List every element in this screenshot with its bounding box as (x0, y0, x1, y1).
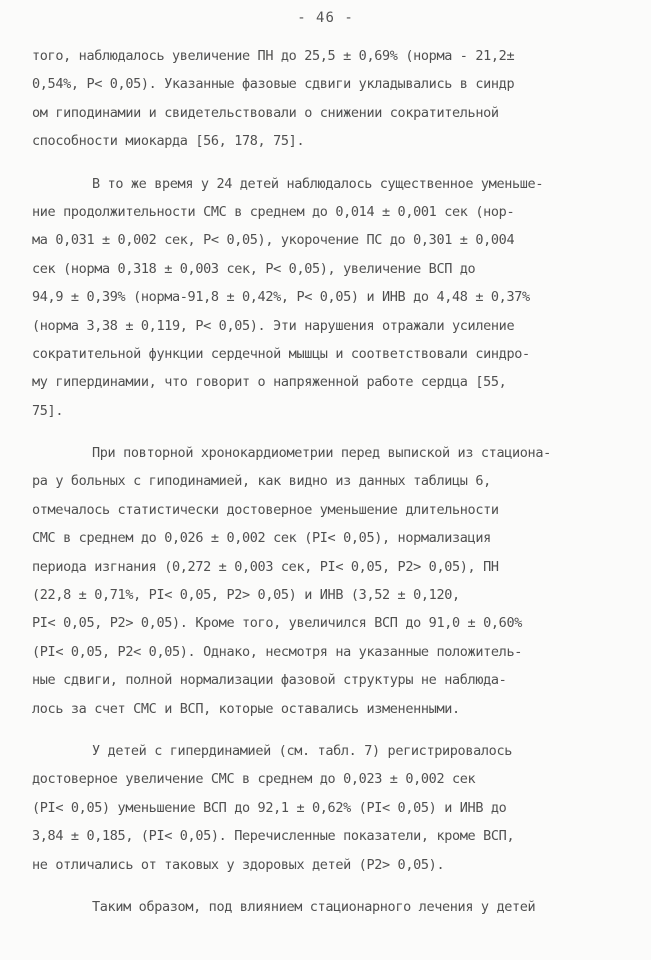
body-text (32, 42, 622, 921)
text-line: СМС в среднем до 0,026 ± 0,002 сек (PI< 0,05), нормализация (32, 530, 491, 547)
text-line: При повторной хронокардиометрии перед выпиской из стациона- (92, 445, 551, 462)
text-line: ние продолжительности СМС в среднем до 0,014 ± 0,001 сек (нор- (32, 203, 515, 220)
text-line: ра у больных с гиподинамией, как видно из данных таблицы 6, (32, 473, 491, 490)
text-line: (PI< 0,05, P2< 0,05). Однако, несмотря на указанные положитель- (32, 643, 522, 660)
text-line: сократительной функции сердечной мышцы и соответствовали синдро- (32, 345, 530, 362)
text-line: В то же время у 24 детей наблюдалось существенное уменьше- (92, 175, 544, 192)
text-line: (норма 3,38 ± 0,119, Р< 0,05). Эти нарушения отражали усиление (32, 317, 515, 334)
paragraph-3 (32, 439, 622, 723)
text-line: не отличались от таковых у здоровых детей (P2> 0,05). (32, 856, 445, 873)
text-line: Таким образом, под влиянием стационарного лечения у детей (92, 898, 536, 915)
text-line: ные сдвиги, полной нормализации фазовой структуры не наблюда- (32, 672, 507, 689)
text-line: 3,84 ± 0,185, (PI< 0,05). Перечисленные показатели, кроме ВСП, (32, 828, 515, 845)
text-line: достоверное увеличение СМС в среднем до 0,023 ± 0,002 сек (32, 771, 476, 788)
paragraph-4 (32, 737, 622, 879)
text-line: У детей с гипердинамией (см. табл. 7) регистрировалось (92, 742, 512, 759)
text-line: сек (норма 0,318 ± 0,003 сек, Р< 0,05), увеличение ВСП до (32, 260, 476, 277)
text-line: отмечалось статистически достоверное уменьшение длительности (32, 501, 499, 518)
text-line: (PI< 0,05) уменьшение ВСП до 92,1 ± 0,62% (PI< 0,05) и ИНВ до (32, 799, 507, 816)
text-line: 94,9 ± 0,39% (норма-91,8 ± 0,42%, Р< 0,05) и ИНВ до 4,48 ± 0,37% (32, 289, 530, 306)
paragraph-2 (32, 170, 622, 426)
text-line: того, наблюдалось увеличение ПН до 25,5 ± 0,69% (норма - 21,2± (32, 48, 515, 64)
text-line: 0,54%, Р< 0,05). Указанные фазовые сдвиги укладывались в синдр (32, 76, 515, 93)
text-line: ма 0,031 ± 0,002 сек, Р< 0,05), укорочение ПС до 0,301 ± 0,004 (32, 232, 515, 249)
text-line: PI< 0,05, P2> 0,05). Кроме того, увеличился ВСП до 91,0 ± 0,60% (32, 615, 522, 632)
text-line: 75]. (32, 402, 64, 419)
text-line: периода изгнания (0,272 ± 0,003 сек, PI< 0,05, P2> 0,05), ПН (32, 558, 499, 575)
page-number: - 46 - (297, 10, 354, 26)
text-line: лось за счет СМС и ВСП, которые оставались измененными. (32, 700, 460, 717)
text-line: му гипердинамии, что говорит о напряженной работе сердца [55, (32, 374, 507, 391)
paragraph-5 (32, 893, 622, 921)
text-line: способности миокарда [56, 178, 75]. (32, 133, 305, 150)
paragraph-1 (32, 42, 622, 156)
text-line: (22,8 ± 0,71%, PI< 0,05, P2> 0,05) и ИНВ (3,52 ± 0,120, (32, 587, 460, 604)
text-line: ом гиподинамии и свидетельствовали о снижении сократительной (32, 104, 499, 121)
